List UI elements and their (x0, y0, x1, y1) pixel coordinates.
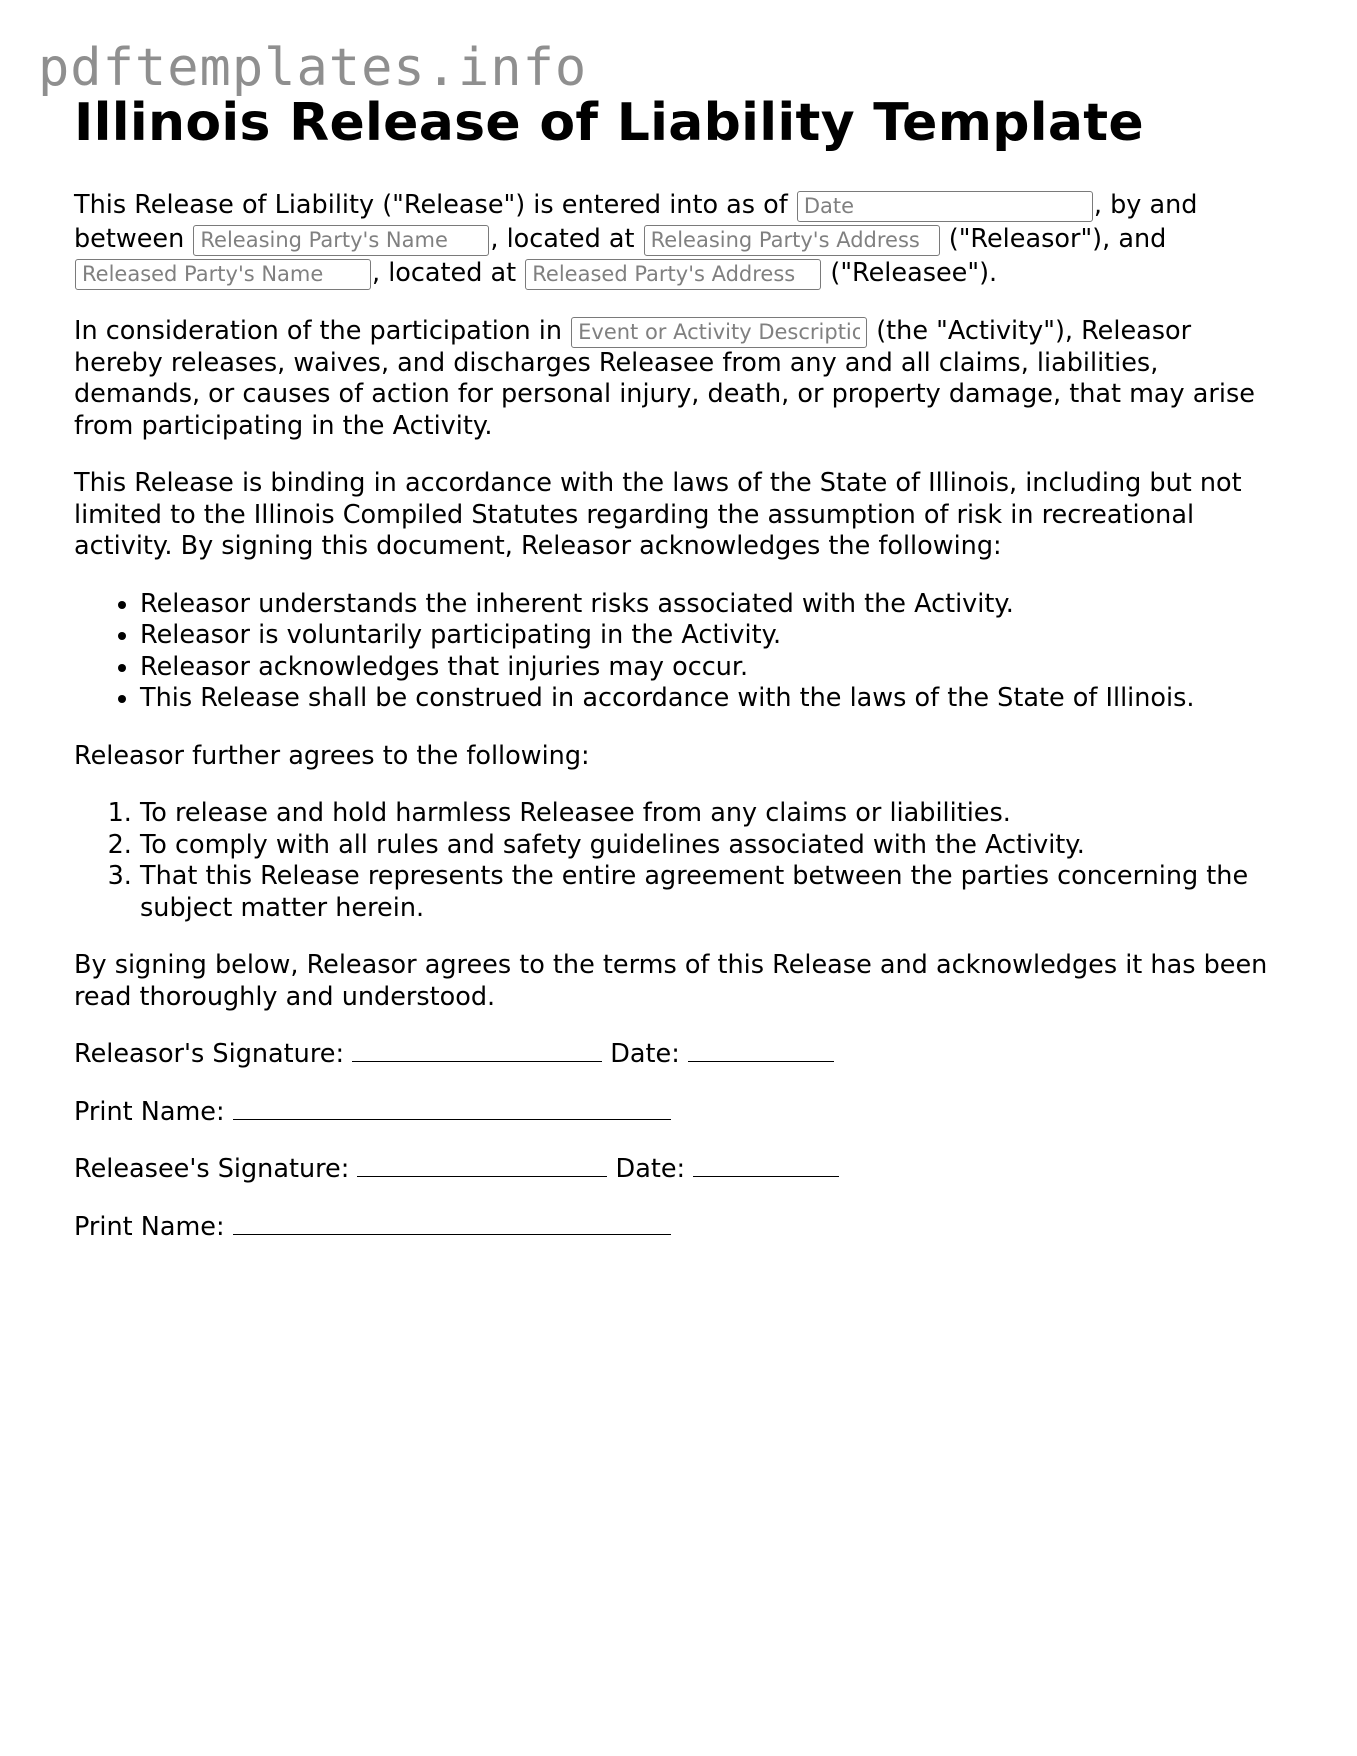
intro-text-2: , by and between (74, 190, 1198, 255)
releasor-print-name-label: Print Name: (74, 1096, 233, 1127)
releasee-print-name-row (74, 1212, 1284, 1244)
closing-paragraph: By signing below, Releasor agrees to the terms of this Release and acknowledges it has been read thoroughly and understood. (74, 950, 1268, 1012)
releasor-signature-line[interactable] (352, 1041, 602, 1062)
list-item: 2. To comply with all rules and safety guidelines associated with the Activity. (140, 830, 1284, 862)
releasee-date-line[interactable] (693, 1156, 839, 1177)
releasor-signature-row (74, 1039, 1284, 1071)
releasee-signature-label: Releasee's Signature: (74, 1154, 358, 1185)
intro-text-5: , located at (372, 258, 525, 289)
releasee-print-name-line[interactable] (233, 1214, 671, 1235)
acknowledgements-list (74, 589, 1284, 715)
intro-paragraph (74, 188, 1284, 290)
page-title: Illinois Release of Liability Template (74, 93, 1144, 153)
intro-text-4: ("Releasor"), and (940, 224, 1167, 255)
intro-text-1: This Release of Liability ("Release") is entered into as of (74, 190, 796, 221)
releasor-date-label: Date: (602, 1039, 688, 1070)
releasor-signature-label: Releasor's Signature: (74, 1039, 353, 1070)
releasor-print-name-line[interactable] (233, 1099, 671, 1120)
released-party-name-field[interactable] (75, 259, 371, 290)
releasee-print-name-label: Print Name: (74, 1211, 233, 1242)
releasing-party-name-field[interactable] (193, 225, 489, 256)
releasee-signature-line[interactable] (357, 1156, 607, 1177)
consideration-text-1: In consideration of the participation in (74, 316, 571, 347)
releasing-party-address-field[interactable] (644, 225, 940, 256)
intro-text-6: ("Releasee"). (822, 258, 998, 289)
releasor-print-name-row (74, 1097, 1284, 1129)
intro-text-3: , located at (490, 224, 643, 255)
released-party-address-field[interactable] (525, 259, 821, 290)
list-item: • Releasor acknowledges that injuries may occur. (140, 652, 1284, 684)
releasor-date-line[interactable] (688, 1041, 834, 1062)
watermark: pdftemplates.info (38, 38, 588, 98)
event-description-field[interactable] (571, 317, 867, 348)
list-item: • Releasor is voluntarily participating in the Activity. (140, 620, 1284, 652)
releasee-signature-row (74, 1154, 1284, 1186)
list-item: • This Release shall be construed in accordance with the laws of the State of Illinois. (140, 683, 1284, 715)
list-item: • Releasor understands the inherent risks associated with the Activity. (140, 589, 1284, 621)
binding-paragraph: This Release is binding in accordance with the laws of the State of Illinois, including but not limited to the Illinois Compiled Statutes regarding the assumption of risk in recreational activity. By signing this document, Releasor acknowledges the following: (74, 468, 1242, 562)
list-item: 3. That this Release represents the entire agreement between the parties concerning the subject matter herein. (140, 861, 1284, 924)
document-body (74, 95, 1284, 1269)
consideration-text-2: (the "Activity"), Releasor hereby releases, waives, and discharges Releasee from any and all claims, liabilities, demands, or causes of action for personal injury, death, or property damage, that may arise from participating in the Activity. (74, 316, 1255, 441)
consideration-paragraph (74, 316, 1284, 442)
date-field[interactable] (797, 191, 1093, 222)
releasee-date-label: Date: (607, 1154, 694, 1185)
agrees-intro: Releasor further agrees to the following: (74, 740, 590, 771)
list-item: 1. To release and hold harmless Releasee from any claims or liabilities. (140, 798, 1284, 830)
agreements-list (74, 798, 1284, 924)
